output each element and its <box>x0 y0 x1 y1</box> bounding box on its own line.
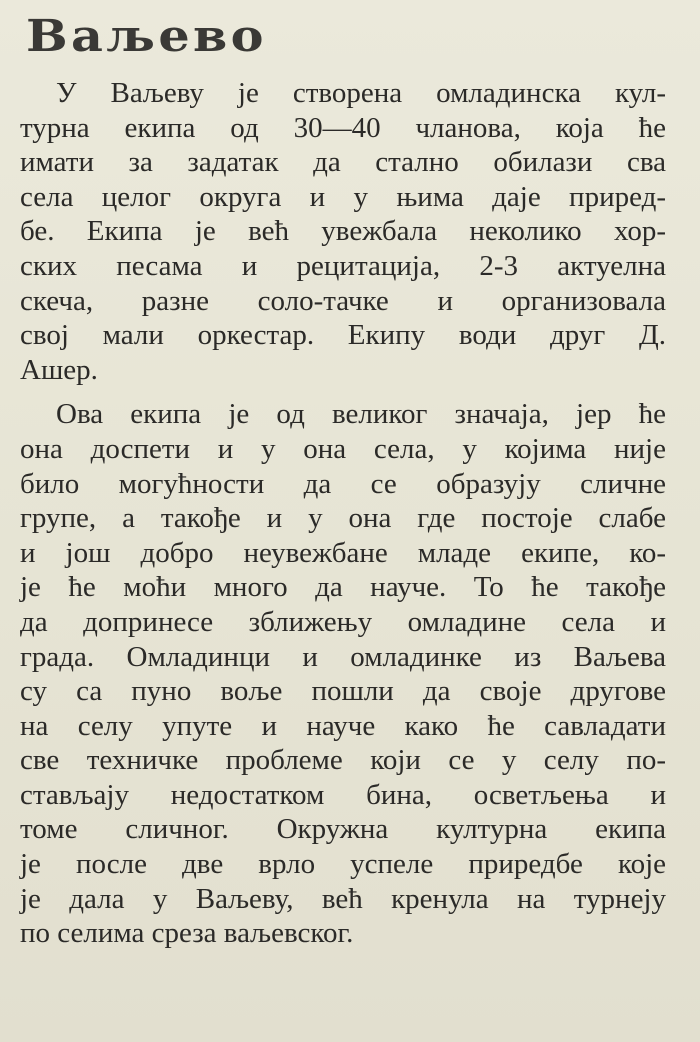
text-line: по селима среза ваљевског. <box>20 917 354 950</box>
article-paragraph <box>20 397 666 951</box>
text-line: она доспети и у она села, у којима није <box>20 432 666 465</box>
text-line: села целог округа и у њима даје приред- <box>20 180 666 213</box>
text-line: било могућности да се образују сличне <box>20 467 666 500</box>
text-line: скеча, разне соло-тачке и организовала <box>20 284 666 317</box>
text-line: групе, а такође и у она где постоје слабе <box>20 502 666 535</box>
text-line: томе сличног. Окружна културна екипа <box>20 813 666 846</box>
text-line: У Ваљеву је створена омладинска кул- <box>56 77 666 109</box>
text-line: Ашер. <box>20 353 98 386</box>
text-line: је после две врло успеле приредбе које <box>20 848 666 881</box>
text-line: свој мали оркестар. Екипу води друг Д. <box>20 319 666 352</box>
text-line: имати за задатак да стално обилази сва <box>20 146 666 179</box>
text-line: и још добро неувежбане младе екипе, ко- <box>20 536 666 569</box>
text-line: стављају недостатком бина, осветљења и <box>20 778 666 811</box>
article-paragraph <box>20 76 666 387</box>
text-line: да допринесе зближењу омладине села и <box>20 605 666 638</box>
text-line: су са пуно воље пошли да своје другове <box>20 675 666 708</box>
text-line: све техничке проблеме који се у селу по- <box>20 744 666 777</box>
text-line: је дала у Ваљеву, већ кренула на турнеју <box>20 882 666 915</box>
text-line: града. Омладинци и омладинке из Ваљева <box>20 640 666 673</box>
article-heading: Ваљево <box>26 11 267 62</box>
text-line: на селу упуте и науче како ће савладати <box>20 709 666 742</box>
text-line: Ова екипа је од великог значаја, јер ће <box>56 398 666 431</box>
text-line: ских песама и рецитација, 2-3 актуелна <box>20 249 666 282</box>
text-line: бе. Екипа је већ увежбала неколико хор- <box>20 215 666 248</box>
article-body <box>20 76 666 951</box>
text-line: је ће моћи много да науче. То ће такође <box>20 571 666 604</box>
text-line: турна екипа од 30—40 чланова, која ће <box>20 111 666 144</box>
